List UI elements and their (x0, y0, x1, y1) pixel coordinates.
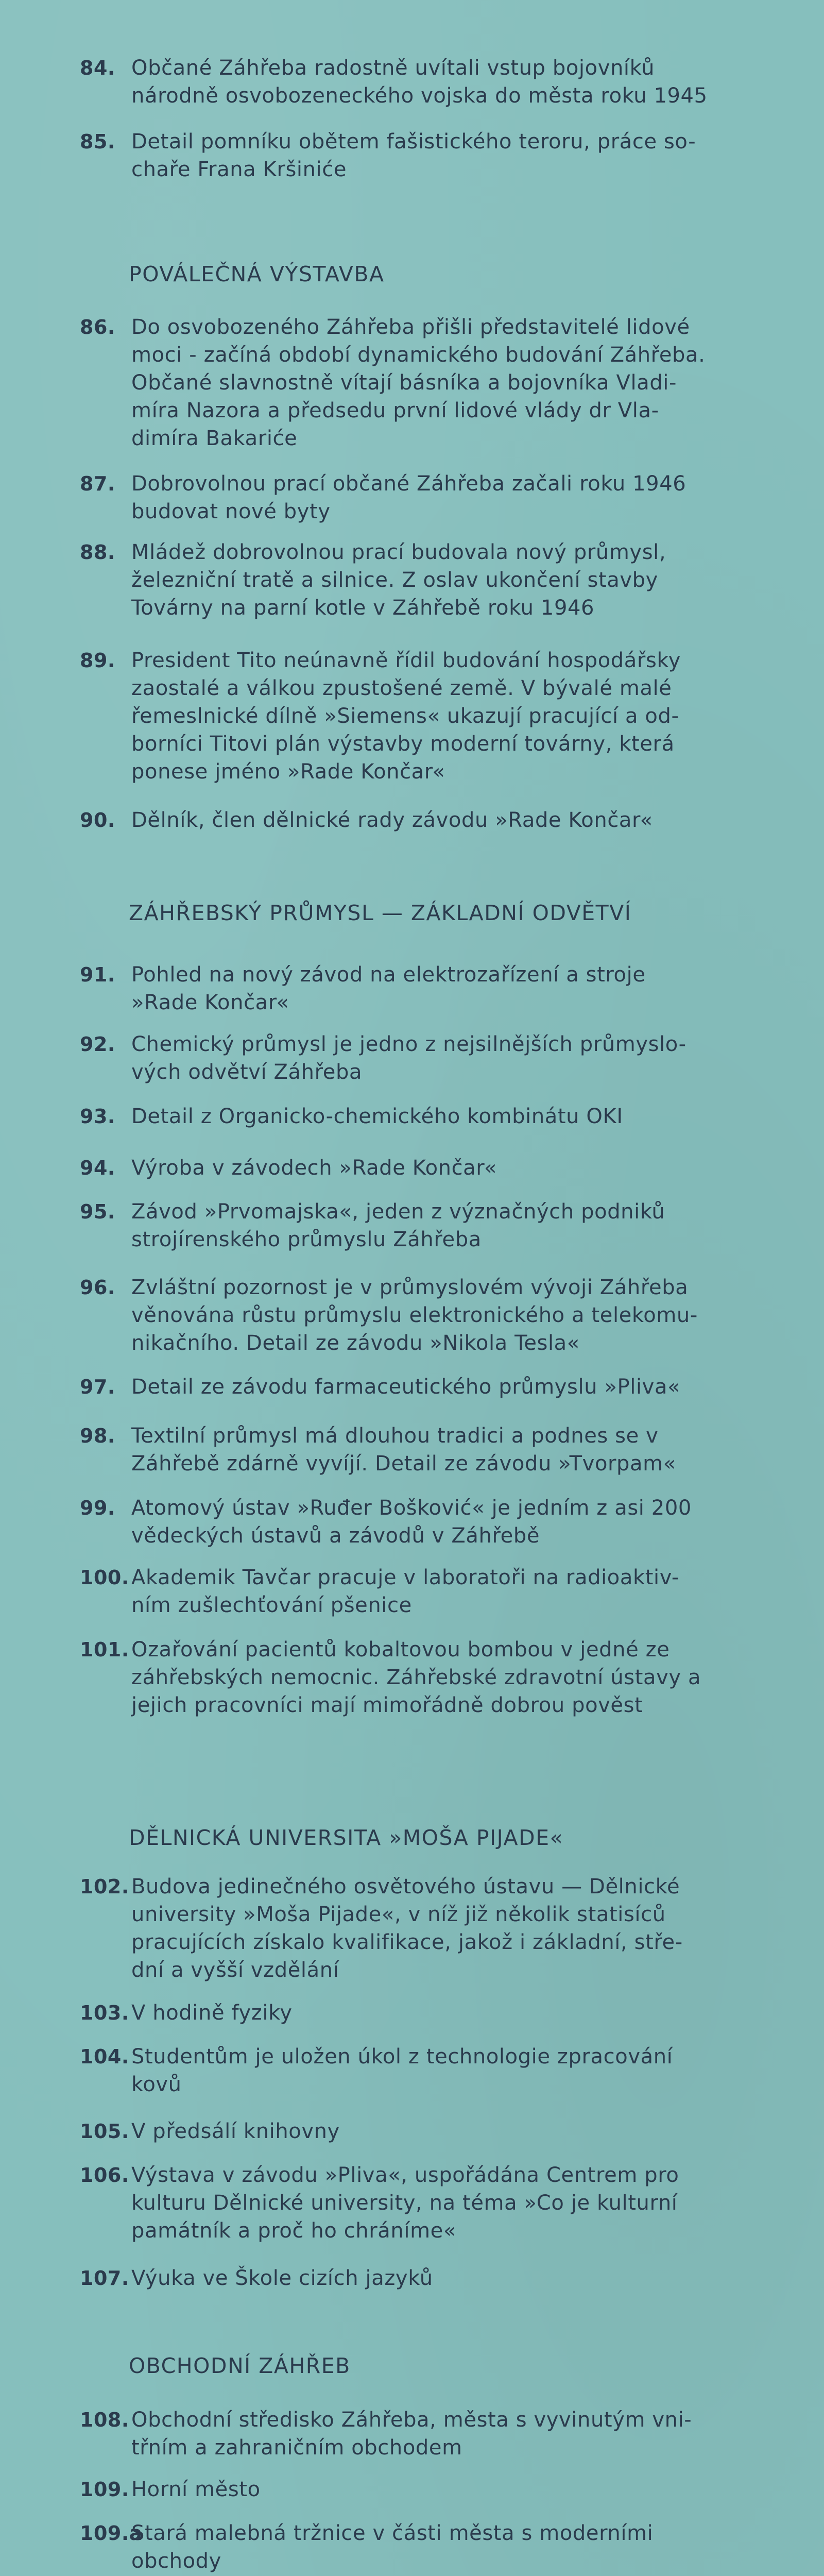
item-text: Akademik Tavčar pracuje v laboratoři na radioaktiv- ním zušlechťování pšenice (131, 1566, 679, 1617)
item-text: Textilní průmysl má dlouhou tradici a podnes se v Záhřebě zdárně vyvíjí. Detail ze závodu »Tvorpam« (131, 1424, 676, 1476)
item-text: Dělník, člen dělnické rady závodu »Rade Končar« (131, 808, 653, 832)
item-text: Detail z Organicko-chemického kombinátu OKI (131, 1105, 623, 1128)
item-text: Detail pomníku obětem fašistického teroru, práce so- chaře Frana Kršiniće (131, 130, 696, 181)
item-text: Ozařování pacientů kobaltovou bombou v jedné ze záhřebských nemocnic. Záhřebské zdravotní ústavy a jejich pracovníci mají mimořádně dobrou pověst (131, 1638, 701, 1717)
item-text: Atomový ústav »Ruđer Bošković« je jedním z asi 200 vědeckých ústavů a závodů v Záhřebě (131, 1496, 692, 1548)
item-text: Pohled na nový závod na elektrozařízení a stroje »Rade Končar« (131, 963, 646, 1014)
item-text: Horní město (131, 2478, 261, 2501)
item-text: Dobrovolnou prací občané Záhřeba začali roku 1946 budovat nové byty (131, 472, 686, 523)
item-number: 94. (80, 1157, 115, 1179)
item-number: 102. (80, 1875, 129, 1898)
item-text: Výroba v závodech »Rade Končar« (131, 1156, 497, 1180)
item-text: Výuka ve Škole cizích jazyků (131, 2266, 433, 2290)
item-number: 101. (80, 1638, 129, 1661)
item-number: 96. (80, 1276, 115, 1299)
item-number: 86. (80, 316, 115, 338)
item-number: 84. (80, 57, 115, 79)
section-heading: OBCHODNÍ ZÁHŘEB (129, 2353, 351, 2378)
item-number: 109.a (80, 2522, 143, 2545)
item-text: V hodině fyziky (131, 2001, 293, 2025)
item-number: 89. (80, 649, 115, 672)
item-text: Do osvobozeného Záhřeba přišli představitelé lidové moci - začíná období dynamického budování Záhřeba. Občané slavnostně vítají básníka a bojovníka Vladi- míra Nazora a předsedu první lidové vlády dr Vla- dimíra Bakariće (131, 315, 706, 450)
item-number: 95. (80, 1200, 115, 1223)
item-number: 88. (80, 541, 115, 564)
item-number: 105. (80, 2120, 129, 2143)
item-text: Závod »Prvomajska«, jeden z význačných podniků strojírenského průmyslu Záhřeba (131, 1200, 665, 1251)
item-number: 98. (80, 1425, 115, 1447)
item-number: 109. (80, 2478, 129, 2501)
item-number: 108. (80, 2409, 129, 2431)
item-text: President Tito neúnavně řídil budování hospodářsky zaostalé a válkou zpustošené země. V bývalé malé řemeslnické dílně »Siemens« ukazují pracující a od- borníci Titovi plán výstavby moderní továrny, která ponese jméno »Rade Končar« (131, 649, 681, 784)
item-number: 85. (80, 130, 115, 153)
item-text: Budova jedinečného osvětového ústavu — Dělnické university »Moša Pijade«, v níž již několik statisíců pracujících získalo kvalifikace, jakož i základní, stře- dní a vyšší vzdělání (131, 1875, 683, 1982)
item-number: 92. (80, 1033, 115, 1056)
item-number: 100. (80, 1566, 129, 1589)
item-number: 91. (80, 963, 115, 986)
item-text: Výstava v závodu »Pliva«, uspořádána Centrem pro kulturu Dělnické university, na téma »Co je kulturní památník a proč ho chráníme« (131, 2163, 679, 2243)
item-number: 87. (80, 472, 115, 495)
item-text: Detail ze závodu farmaceutického průmyslu »Pliva« (131, 1375, 681, 1399)
item-text: Zvláštní pozornost je v průmyslovém vývoji Záhřeba věnována růstu průmyslu elektronického a telekomu- nikačního. Detail ze závodu »Nikola Tesla« (131, 1276, 698, 1355)
item-text: Stará malebná tržnice v části města s moderními obchody (131, 2521, 654, 2573)
item-number: 106. (80, 2164, 129, 2187)
item-number: 107. (80, 2267, 129, 2290)
section-heading: ZÁHŘEBSKÝ PRŮMYSL — ZÁKLADNÍ ODVĚTVÍ (129, 901, 632, 925)
item-text: Občané Záhřeba radostně uvítali vstup bojovníků národně osvobozeneckého vojska do města roku 1945 (131, 56, 708, 108)
item-number: 93. (80, 1105, 115, 1128)
item-number: 99. (80, 1497, 115, 1519)
item-text: Obchodní středisko Záhřeba, města s vyvinutým vni- třním a zahraničním obchodem (131, 2408, 692, 2460)
item-text: Studentům je uložen úkol z technologie zpracování kovů (131, 2045, 673, 2096)
item-number: 90. (80, 809, 115, 832)
item-text: Mládež dobrovolnou prací budovala nový průmysl, železniční tratě a silnice. Z oslav ukončení stavby Továrny na parní kotle v Záhřebě roku 1946 (131, 540, 666, 620)
item-number: 97. (80, 1376, 115, 1398)
section-heading: DĚLNICKÁ UNIVERSITA »MOŠA PIJADE« (129, 1825, 564, 1850)
item-text: Chemický průmysl je jedno z nejsilnějších průmyslo- vých odvětví Záhřeba (131, 1032, 686, 1084)
section-heading: POVÁLEČNÁ VÝSTAVBA (129, 262, 385, 286)
item-text: V předsálí knihovny (131, 2120, 340, 2143)
item-number: 104. (80, 2045, 129, 2068)
item-number: 103. (80, 2002, 129, 2024)
